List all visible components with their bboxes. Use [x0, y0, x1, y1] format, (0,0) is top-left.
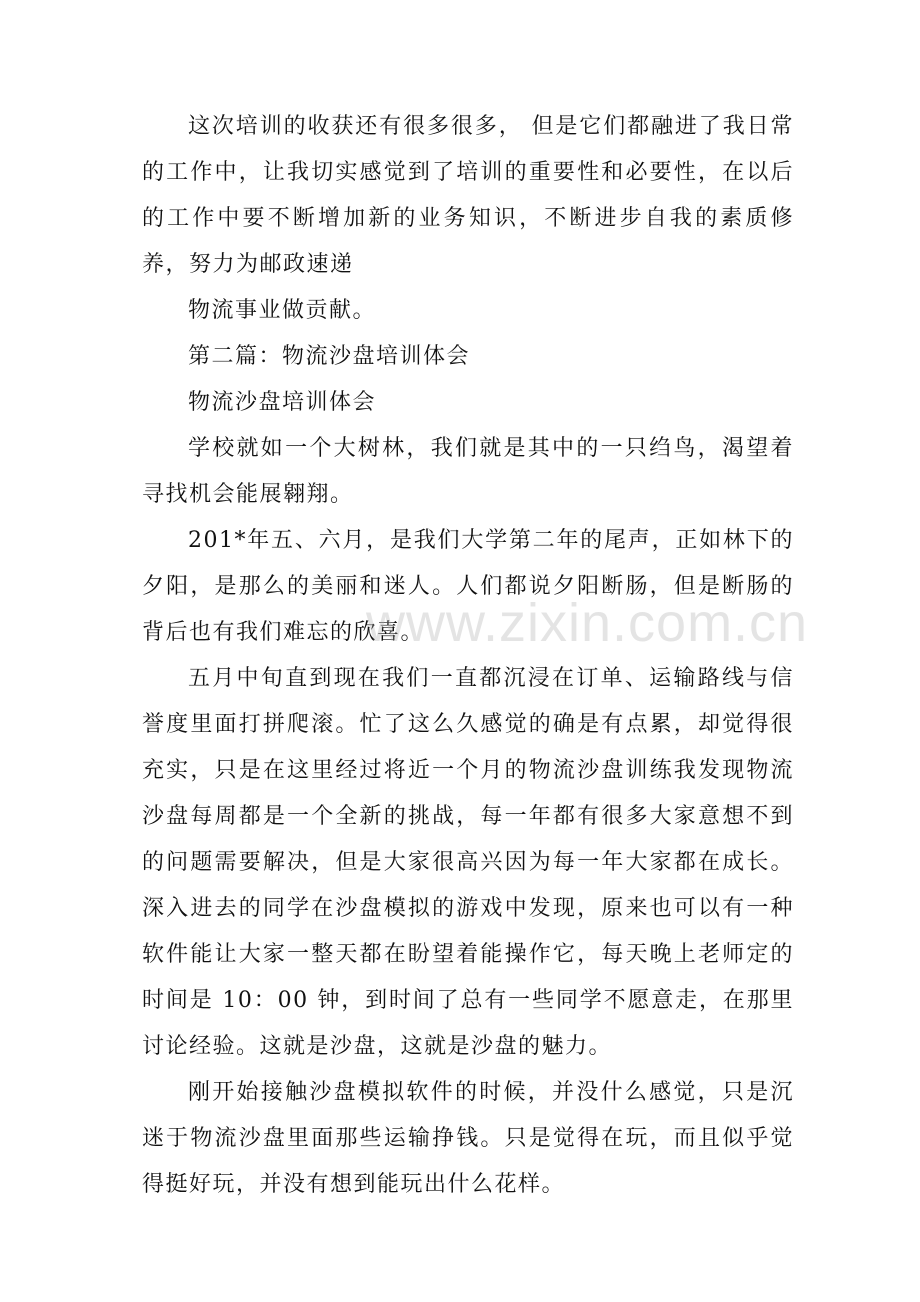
paragraph-contribution: 物流事业做贡献。 [188, 298, 377, 323]
document-body [142, 104, 794, 1208]
paragraph-article-title: 物流沙盘培训体会 [188, 390, 377, 415]
paragraph-part-two-heading: 第二篇：物流沙盘培训体会 [188, 344, 471, 369]
watermark: www.zixin.com.cn [366, 593, 809, 653]
paragraph-may-june: 201*年五、六月，是我们大学第二年的尾声，正如林下的夕阳，是那么的美丽和迷人。人们都说夕阳断肠，但是断肠的背后也有我们难忘的欣喜。 [142, 528, 794, 645]
paragraph-school-forest: 学校就如一个大树林，我们就是其中的一只绉鸟，渴望着寻找机会能展翱翔。 [142, 436, 794, 507]
paragraph-harvest: 这次培训的收获还有很多很多， 但是它们都融进了我日常的工作中，让我切实感觉到了培训的重要性和必要性，在以后的工作中要不断增加新的业务知识，不断进步自我的素质修养，努力为邮政速递 [142, 114, 794, 277]
paragraph-mid-may: 五月中旬直到现在我们一直都沉浸在订单、运输路线与信誉度里面打拼爬滚。忙了这么久感觉的确是有点累，却觉得很充实，只是在这里经过将近一个月的物流沙盘训练我发现物流沙盘每周都是一个全新的挑战，每一年都有很多大家意想不到的问题需要解决，但是大家很高兴因为每一年大家都在成长。深入进去的同学在沙盘模拟的游戏中发现，原来也可以有一种软件能让大家一整天都在盼望着能操作它，每天晚上老师定的时间是 10：00 钟，到时间了总有一些同学不愿意走，在那里讨论经验。这就是沙盘，这就是沙盘的魅力。 [142, 666, 794, 1059]
paragraph-first-contact: 刚开始接触沙盘模拟软件的时候，并没什么感觉，只是沉迷于物流沙盘里面那些运输挣钱。只是觉得在玩，而且似乎觉得挺好玩，并没有想到能玩出什么花样。 [142, 1080, 794, 1197]
